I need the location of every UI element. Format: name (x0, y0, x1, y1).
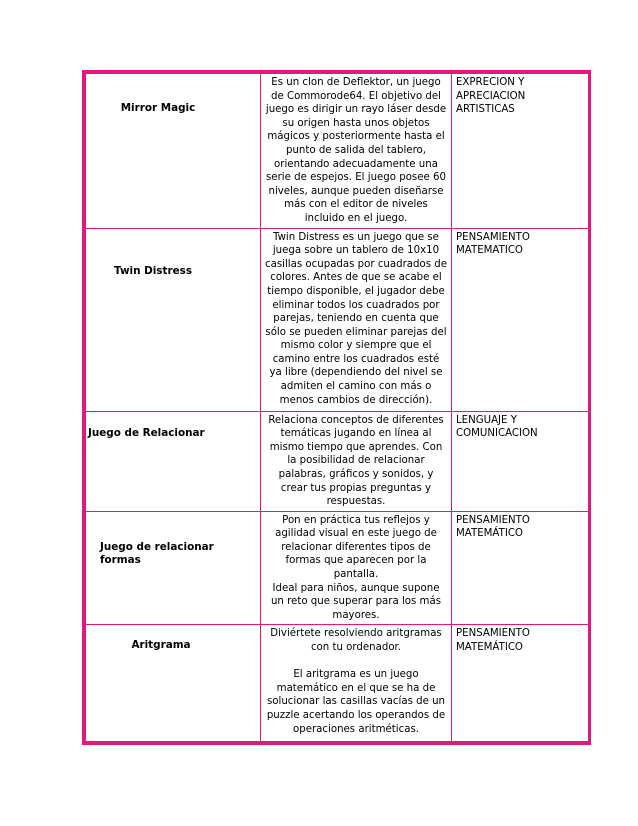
table-row (86, 228, 589, 411)
learning-area-cell (452, 625, 589, 742)
games-table (85, 73, 589, 742)
learning-area: PENSAMIENTO MATEMÁTICO (456, 628, 530, 654)
game-name: Aritgrama (131, 639, 191, 652)
game-name-cell (86, 411, 261, 511)
learning-area-cell (452, 74, 589, 229)
game-name: Twin Distress (114, 264, 192, 277)
learning-area: PENSAMIENTO MATEMATICO (456, 231, 530, 257)
game-description-cell (261, 228, 452, 411)
game-name-cell (86, 511, 261, 625)
game-name: Mirror Magic (120, 102, 196, 114)
table-row (86, 411, 589, 511)
game-description: Diviértete resolviendo aritgramas con tu ordenador. (270, 628, 442, 654)
game-name: Juego de relacionar formas (100, 540, 214, 567)
game-description-cell (261, 74, 452, 229)
game-description: Twin Distress es un juego que se juega sobre un tablero de 10x10 casillas ocupadas por cuadrados de colores. Antes de que se acabe el tiempo disponible, el jugador debe eliminar todos los cuadrados por parejas, teniendo en cuenta que sólo se pueden eliminar parejas del mismo color y siempre que el camino entre los cuadrados esté ya libre (dependiendo del nivel se admiten el camino con más o menos cambios de dirección). (265, 231, 447, 406)
game-description: Relaciona conceptos de diferentes temáticas jugando en línea al mismo tiempo que aprendes. Con la posibilidad de relacionar palabras, gráficos y sonidos, y crear tus propias preguntas y respuestas. (268, 414, 444, 508)
game-name: Juego de Relacionar (88, 426, 205, 439)
game-name-cell (86, 228, 261, 411)
learning-area: EXPRECION Y APRECIACION ARTISTICAS (456, 77, 526, 116)
games-table-frame (82, 70, 591, 745)
game-description-cell (261, 511, 452, 625)
table-row (86, 74, 589, 229)
learning-area: LENGUAJE Y COMUNICACION (456, 414, 538, 440)
table-row (86, 625, 589, 742)
game-description-cell (261, 625, 452, 742)
game-description: El aritgrama es un juego matemático en el que se ha de solucionar las casillas vacías de un puzzle acertando los operandos de operaciones aritméticas. (266, 669, 446, 735)
game-description: Es un clon de Deflektor, un juego de Commorode64. El objetivo del juego es dirigir un rayo láser desde su origen hasta unos objetos mágicos y posteriormente hasta el punto de salida del tablero, orientando adecuadamente una serie de espejos. El juego posee 60 niveles, aunque pueden diseñarse más con el editor de niveles incluido en el juego. (265, 77, 447, 224)
learning-area-cell (452, 511, 589, 625)
paragraph-gap (265, 655, 447, 669)
learning-area-cell (452, 228, 589, 411)
game-name-cell (86, 74, 261, 229)
learning-area-cell (452, 411, 589, 511)
game-name-cell (86, 625, 261, 742)
table-row (86, 511, 589, 625)
game-description-cell (261, 411, 452, 511)
game-description: Pon en práctica tus reflejos y agilidad visual en este juego de relacionar diferentes tipos de formas que aparecen por la pantalla. (275, 514, 437, 581)
game-description: Ideal para niños, aunque supone un reto que superar para los más mayores. (270, 582, 442, 621)
learning-area: PENSAMIENTO MATEMÁTICO (456, 514, 530, 540)
